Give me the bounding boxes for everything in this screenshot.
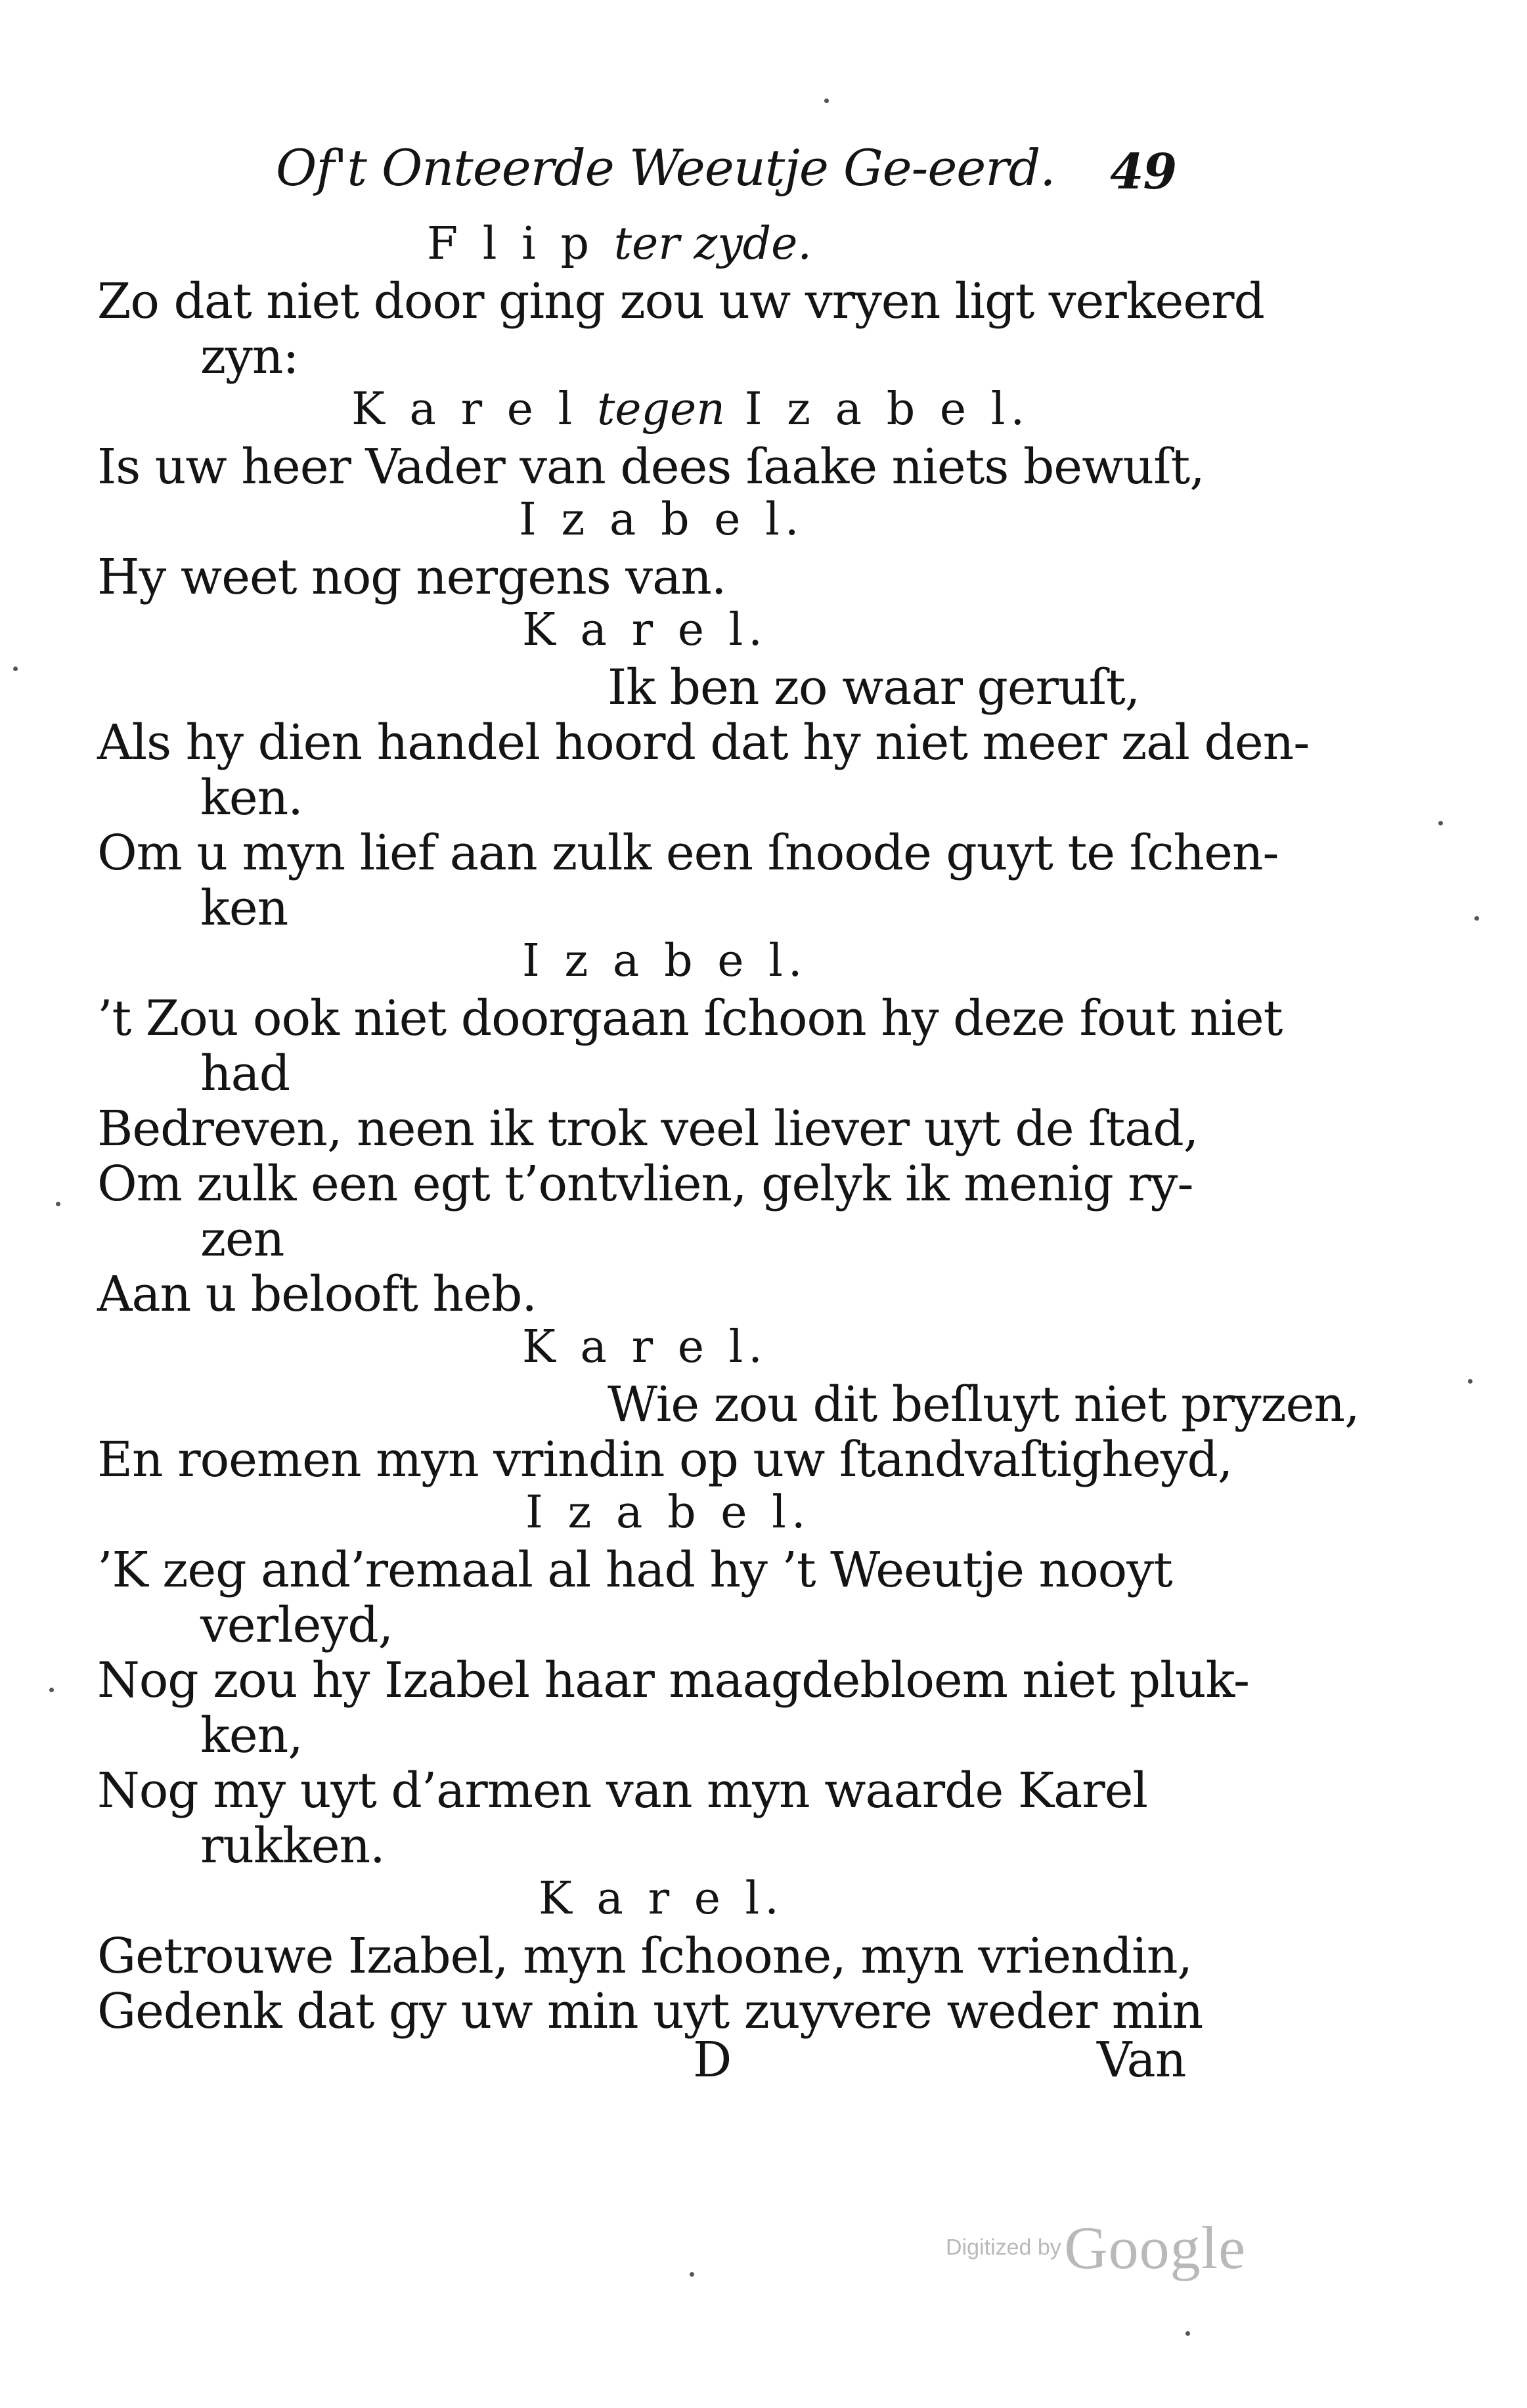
speaker-name: I z a b e l. [522,935,808,987]
verse-line: Nog zou hy Izabel haar maagdebloem niet pluk- [97,1652,1250,1709]
verse-line: Is uw heer Vader van dees ſaake niets bewuſt, [97,439,1205,495]
google-logo: Google [1064,2214,1247,2281]
speaker-name: I z a b e l. [525,1487,811,1539]
speaker-heading [522,1321,768,1373]
verse-line: Gedenk dat gy uw min uyt zuyvere weder min [97,1983,1203,2040]
ink-speck [1468,1379,1472,1384]
watermark-prefix: Digitized by [946,2235,1061,2260]
speaker-heading [522,604,768,656]
verse-continuation: rukken. [200,1818,385,1874]
speaker-name: K a r e l. [539,1873,784,1925]
ink-speck [49,1688,54,1692]
page-number: 49 [1110,144,1176,200]
digitized-watermark [946,2213,1246,2283]
speaker-heading [522,935,808,987]
ink-speck [1474,916,1479,921]
catchword: Van [1097,2032,1186,2088]
verse-line: Om u myn lief aan zulk een ſnoode guyt te ſchen- [97,825,1279,881]
verse-continuation: had [200,1045,290,1102]
verse-line: Als hy dien handel hoord dat hy niet meer zal den- [97,714,1310,771]
speaker-heading [539,1873,784,1925]
speaker-heading [351,383,1030,435]
signature-mark: D [693,2032,732,2088]
speaker-addressee: I z a b e l. [744,383,1030,435]
ink-speck [690,2272,694,2277]
verse-continuation: zen [200,1211,284,1267]
speaker-name: K a r e l. [522,604,768,656]
speaker-heading [525,1487,811,1539]
speaker-name: I z a b e l. [519,494,805,546]
ink-speck [1438,821,1443,825]
verse-line: Wie zou dit beſluyt niet pryzen, [608,1376,1360,1433]
ink-speck [1185,2331,1190,2336]
running-title: Of't Onteerde Weeutje Ge-eerd. [276,139,1055,197]
verse-line: Ik ben zo waar geruſt, [608,659,1140,716]
verse-line: Hy weet nog nergens van. [97,549,726,605]
verse-line: Aan u belooft heb. [97,1266,537,1323]
verse-line: Nog my uyt d’armen van myn waarde Karel [97,1762,1148,1819]
speaker-heading [519,494,805,546]
verse-line: ’t Zou ook niet doorgaan ſchoon hy deze fout niet [97,990,1283,1047]
ink-speck [824,99,829,103]
ink-speck [56,1202,60,1206]
verse-continuation: ken [200,880,288,936]
speaker-name: F l i p [427,218,595,270]
verse-line: Getrouwe Izabel, myn ſchoone, myn vriendin, [97,1928,1193,1984]
ink-speck [13,667,18,671]
stage-direction: tegen [596,383,726,435]
verse-continuation: ken. [200,770,303,826]
verse-line: En roemen myn vrindin op uw ſtandvaſtigheyd, [97,1432,1233,1488]
verse-continuation: verleyd, [200,1597,393,1653]
verse-line: ’K zeg and’remaal al had hy ’t Weeutje nooyt [97,1542,1172,1598]
verse-continuation: ken, [200,1707,303,1764]
speaker-heading [427,218,812,270]
verse-line: Zo dat niet door ging zou uw vryen ligt verkeerd [97,273,1264,330]
speaker-name: K a r e l. [522,1321,768,1373]
verse-line: Bedreven, neen ik trok veel liever uyt de ſtad, [97,1101,1199,1157]
speaker-name: K a r e l [351,383,578,435]
stage-direction: ter zyde. [613,218,812,270]
verse-continuation: zyn: [200,328,299,385]
verse-line: Om zulk een egt t’ontvlien, gelyk ik menig ry- [97,1156,1193,1212]
